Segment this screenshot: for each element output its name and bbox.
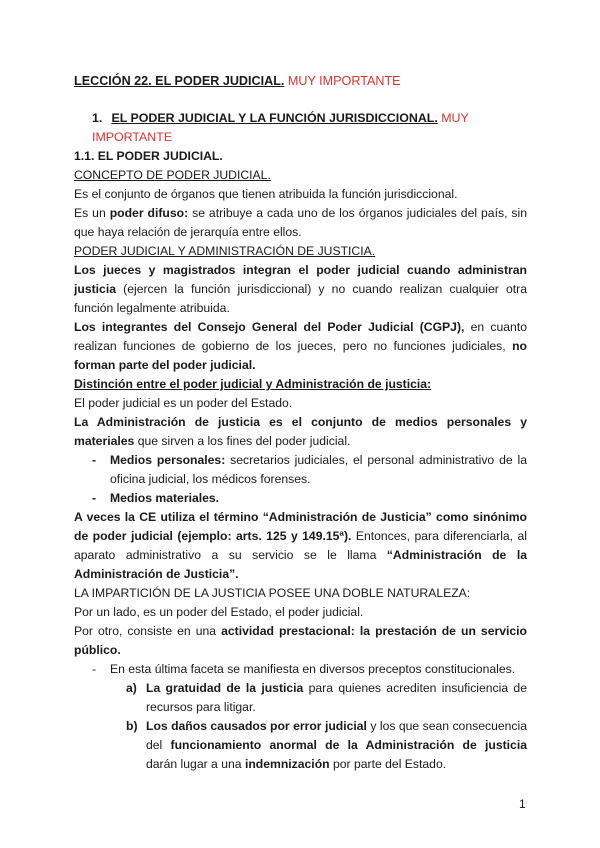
list-item xyxy=(74,451,527,489)
document-page xyxy=(74,72,527,774)
text-span: Entonces, para diferenciarla, al aparato administrativo a su servicio se le llama xyxy=(74,529,527,562)
text-span: Por otro, consiste en una xyxy=(74,624,222,638)
bold-text: La gratuidad de la justicia xyxy=(146,681,304,695)
section-number: 1. xyxy=(92,111,103,125)
text-span: en cuanto realizan funciones de gobierno de los jueces, pero no funciones judiciales, xyxy=(74,320,527,353)
concept-heading: CONCEPTO DE PODER JUDICIAL. xyxy=(74,168,271,182)
bold-text: poder difuso: xyxy=(109,206,189,220)
bold-text: Medios personales: xyxy=(110,453,226,467)
bold-text: “Administración de la Administración de Justicia”. xyxy=(74,548,527,581)
lesson-title xyxy=(74,72,527,91)
page-number: 1 xyxy=(519,797,526,811)
text-span: y los que sean consecuencia del xyxy=(146,719,527,752)
bold-text: indemnización xyxy=(244,757,330,771)
section-heading xyxy=(74,109,527,147)
text-span: secretarios judiciales, el personal administrativo de la oficina judicial, los médicos forenses. xyxy=(110,453,527,486)
text-span: que sirven a los fines del poder judicial. xyxy=(134,434,351,448)
paragraph: Por un lado, es un poder del Estado, el poder judicial. xyxy=(74,605,364,619)
paragraph: El poder judicial es un poder del Estado. xyxy=(74,396,293,410)
bold-text: La Administración de justicia es el conjunto de medios personales y materiales xyxy=(74,415,527,448)
paragraph xyxy=(74,508,527,584)
section-importance-note: MUY IMPORTANTE xyxy=(92,111,469,144)
bold-text: A veces la CE utiliza el término “Administración de Justicia” como sinónimo de poder judicial (ejemplo: arts. 125 y 149.15ª). xyxy=(74,510,527,543)
text-span: Es un xyxy=(74,206,110,220)
text-span: En esta última faceta se manifiesta en diversos preceptos constitucionales. xyxy=(110,662,516,676)
list-item xyxy=(74,717,527,774)
bullet-marker: - xyxy=(92,491,97,505)
text-span: para quienes acrediten insuficiencia de recursos para litigar. xyxy=(146,681,527,714)
distinction-heading: Distinción entre el poder judicial y Administración de justicia: xyxy=(74,377,432,391)
list-item xyxy=(74,489,527,508)
bold-text: funcionamiento anormal de la Administración de justicia xyxy=(170,738,527,752)
list-marker: a) xyxy=(126,681,137,695)
bold-text: actividad prestacional: la prestación de un servicio público. xyxy=(74,624,527,657)
paragraph xyxy=(74,261,527,318)
list-item xyxy=(74,679,527,717)
bold-text: Medios materiales. xyxy=(110,491,220,505)
paragraph xyxy=(74,622,527,660)
bold-text: no forman parte del poder judicial. xyxy=(74,339,527,372)
paragraph: Es el conjunto de órganos que tienen atribuida la función jurisdiccional. xyxy=(74,187,458,201)
paragraph xyxy=(74,413,527,451)
bullet-marker: - xyxy=(92,453,97,467)
lesson-title-text: LECCIÓN 22. EL PODER JUDICIAL. xyxy=(74,74,285,88)
section-heading-text: EL PODER JUDICIAL Y LA FUNCIÓN JURISDICCIONAL. xyxy=(111,111,438,125)
text-span: por parte del Estado. xyxy=(329,757,447,771)
list-marker: b) xyxy=(126,719,138,733)
bold-text: Los integrantes del Consejo General del Poder Judicial (CGPJ), xyxy=(74,320,465,334)
dash-marker: - xyxy=(92,662,97,676)
paragraph xyxy=(74,318,527,375)
list-item xyxy=(74,660,527,679)
text-span: (ejercen la función jurisdiccional) y no cuando realizan cualquier otra función legalmente atribuida. xyxy=(74,282,527,315)
admin-heading: PODER JUDICIAL Y ADMINISTRACIÓN DE JUSTICIA. xyxy=(74,244,376,258)
paragraph xyxy=(74,204,527,242)
bold-text: Los jueces y magistrados integran el poder judicial cuando administran justicia xyxy=(74,263,527,296)
importance-note: MUY IMPORTANTE xyxy=(287,74,401,88)
text-span: se atribuye a cada uno de los órganos judiciales del país, sin que haya relación de jerarquía entre ellos. xyxy=(74,206,527,239)
subsection-heading: 1.1. EL PODER JUDICIAL. xyxy=(74,149,223,163)
paragraph: LA IMPARTICIÓN DE LA JUSTICIA POSEE UNA DOBLE NATURALEZA: xyxy=(74,586,471,600)
bold-text: Los daños causados por error judicial xyxy=(146,719,367,733)
text-span: darán lugar a una xyxy=(146,757,245,771)
